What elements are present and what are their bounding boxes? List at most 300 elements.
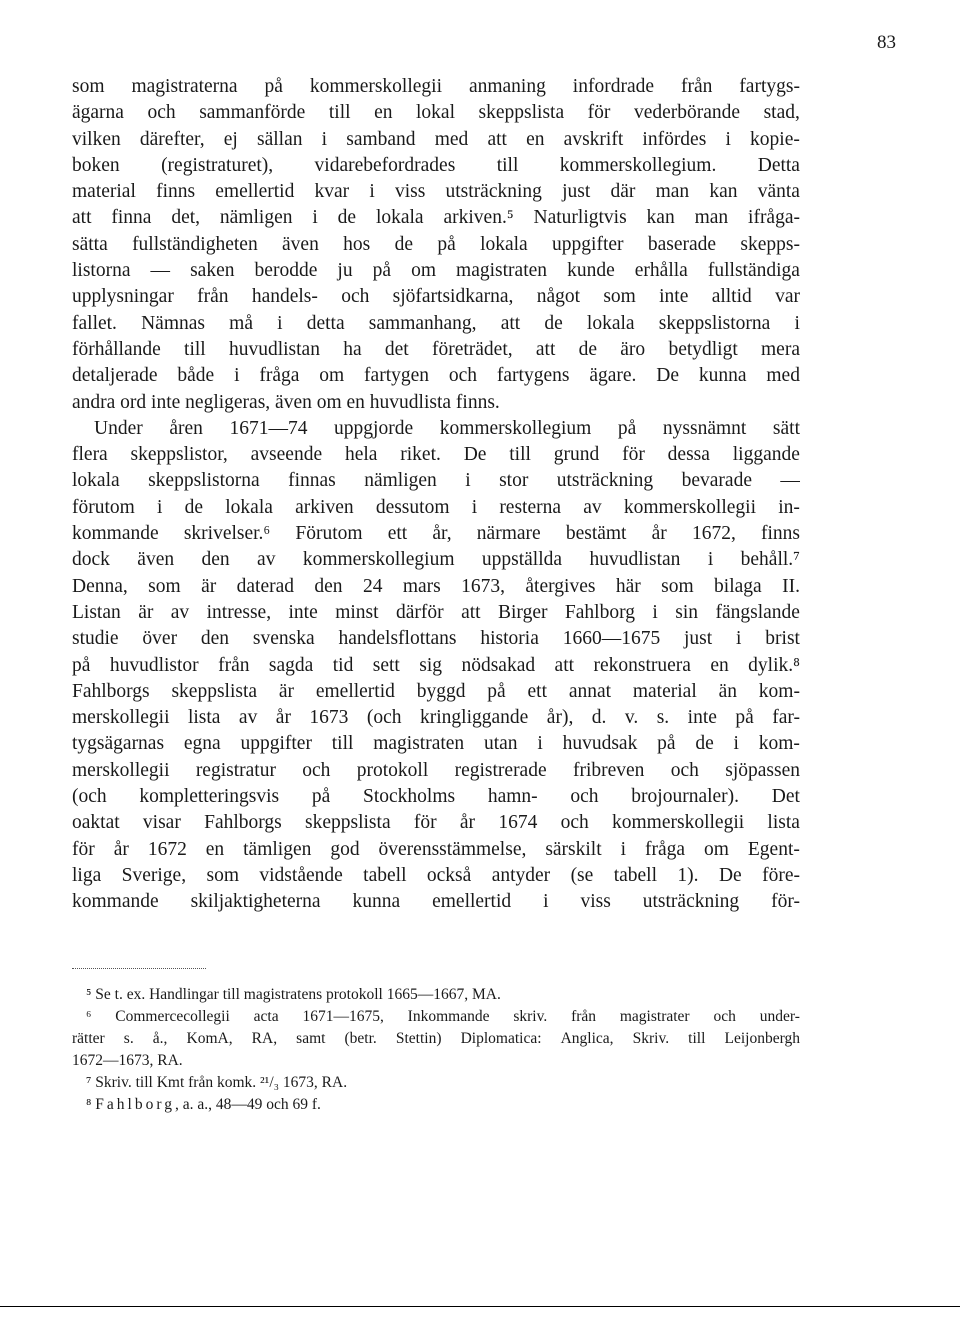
word: vänta bbox=[757, 181, 800, 203]
word: annat bbox=[568, 680, 612, 702]
word: intresse, bbox=[206, 601, 272, 623]
word: en bbox=[374, 102, 393, 124]
word: huvudlistor bbox=[109, 654, 199, 676]
word: i bbox=[725, 128, 731, 150]
word: kom- bbox=[758, 733, 800, 755]
body-line bbox=[72, 837, 800, 863]
word: utsträckning bbox=[445, 181, 542, 203]
word: magistraterna bbox=[131, 76, 238, 97]
word: infordrade bbox=[572, 76, 655, 97]
word: sjöfartsidkarna, bbox=[392, 286, 514, 308]
body-line bbox=[72, 574, 800, 600]
word: finns bbox=[156, 181, 196, 203]
body-line bbox=[72, 74, 800, 100]
word: s. bbox=[656, 707, 670, 729]
word: år bbox=[275, 707, 291, 729]
word: i bbox=[707, 549, 714, 571]
word: (och bbox=[366, 707, 402, 729]
footnote-8-rest: , a. a., 48—49 och 69 f. bbox=[174, 1096, 321, 1113]
word: svenska bbox=[252, 628, 315, 650]
word: på bbox=[311, 786, 331, 808]
word: i bbox=[471, 496, 478, 518]
word: listorna bbox=[72, 260, 131, 282]
word: antyder bbox=[491, 864, 551, 886]
word: lokala bbox=[225, 496, 273, 518]
word: tämligen bbox=[243, 838, 312, 860]
word: i bbox=[277, 312, 283, 334]
footnote-8-marker: ⁸ bbox=[86, 1096, 92, 1113]
footnote-separator bbox=[72, 968, 206, 969]
word: kan bbox=[646, 207, 675, 229]
word: av bbox=[238, 707, 258, 729]
word: liga bbox=[72, 864, 102, 886]
word: berodde bbox=[254, 260, 318, 282]
word: ha bbox=[343, 338, 362, 360]
word: inte bbox=[288, 601, 318, 623]
word: kommerskollegii bbox=[612, 812, 745, 834]
word: av bbox=[583, 496, 602, 518]
word: för- bbox=[771, 891, 800, 913]
word: till bbox=[509, 444, 531, 466]
word: saken bbox=[190, 260, 235, 282]
word: huvudlistan bbox=[589, 549, 681, 571]
footnote-8-author: Fahlborg bbox=[95, 1096, 175, 1113]
word: behåll.⁷ bbox=[740, 549, 800, 571]
footnote-6-end: 1672—1673, RA. bbox=[72, 1052, 183, 1069]
word: Skriv. bbox=[632, 1030, 670, 1047]
word: lokala bbox=[480, 233, 528, 255]
word: infördes bbox=[642, 128, 707, 150]
word: under- bbox=[759, 1008, 800, 1025]
word: (betr. bbox=[344, 1030, 377, 1047]
word: i bbox=[652, 601, 658, 623]
word: en bbox=[205, 838, 225, 860]
word: kringliggande bbox=[420, 707, 529, 729]
word: med bbox=[766, 365, 800, 387]
word: det bbox=[384, 338, 409, 360]
word: att bbox=[535, 338, 556, 360]
body-line bbox=[72, 600, 800, 626]
word: som bbox=[148, 575, 181, 597]
word: stor bbox=[499, 470, 529, 492]
word: dessutom bbox=[375, 496, 450, 518]
word: över bbox=[142, 628, 178, 650]
word: RA, bbox=[251, 1030, 278, 1047]
word: kommerskollegium bbox=[302, 549, 455, 571]
word: Birger bbox=[498, 601, 548, 623]
word: 1673 bbox=[309, 707, 349, 729]
word: historia bbox=[480, 628, 539, 650]
word: ett bbox=[527, 680, 547, 702]
word: huvudsak bbox=[562, 733, 638, 755]
word: fråga bbox=[644, 838, 686, 860]
word: där bbox=[610, 181, 636, 203]
word: uppgifter bbox=[552, 233, 624, 255]
word: skiljaktigheterna bbox=[190, 891, 321, 913]
word: också bbox=[426, 864, 472, 886]
word: på bbox=[72, 654, 91, 676]
word: (registraturet), bbox=[161, 154, 274, 176]
body-line bbox=[72, 731, 800, 757]
word: av bbox=[257, 549, 276, 571]
word: anmaning bbox=[468, 76, 546, 97]
word: dylik.⁸ bbox=[748, 654, 800, 676]
word: från bbox=[197, 286, 229, 308]
body-line bbox=[72, 232, 800, 258]
word: på bbox=[264, 76, 283, 97]
word: uppgifter bbox=[240, 733, 312, 755]
word: kommande bbox=[72, 523, 159, 545]
word: var bbox=[775, 286, 800, 308]
word: som bbox=[661, 575, 694, 597]
word: just bbox=[684, 628, 713, 650]
word: grund bbox=[553, 444, 600, 466]
word: nyssnämnt bbox=[662, 417, 747, 439]
footnote-6 bbox=[72, 1006, 800, 1028]
word: en bbox=[526, 128, 545, 150]
word: något bbox=[536, 286, 581, 308]
word: till bbox=[328, 102, 351, 124]
body-line bbox=[72, 442, 800, 468]
word: Diplomatica: bbox=[460, 1030, 542, 1047]
body-line bbox=[72, 284, 800, 310]
word: sammanförde bbox=[199, 102, 306, 124]
word: företrädet, bbox=[431, 338, 513, 360]
word: kunna bbox=[698, 365, 747, 387]
word: uppgjorde bbox=[334, 417, 414, 439]
word: magistrater bbox=[619, 1008, 690, 1025]
word: Stockholms bbox=[363, 786, 456, 808]
word: boken bbox=[72, 154, 120, 176]
word: kan bbox=[709, 181, 738, 203]
word: de bbox=[695, 733, 714, 755]
word: acta bbox=[253, 1008, 279, 1025]
word: tabell bbox=[613, 864, 658, 886]
word: magistraten bbox=[456, 260, 548, 282]
word: kompletteringsvis bbox=[139, 786, 280, 808]
word: s. bbox=[123, 1030, 134, 1047]
word: lokala bbox=[72, 470, 120, 492]
footnote-5: ⁵ Se t. ex. Handlingar till magistratens protokoll 1665—1667, MA. bbox=[86, 986, 501, 1003]
word: samt bbox=[296, 1030, 326, 1047]
word: i bbox=[321, 128, 328, 150]
word: emellertid bbox=[432, 891, 512, 913]
word: fartygens bbox=[496, 365, 570, 387]
body-line bbox=[72, 311, 800, 337]
word: liggande bbox=[732, 444, 800, 466]
word: skeppslista bbox=[305, 812, 391, 834]
word: och bbox=[560, 812, 589, 834]
word: och bbox=[147, 102, 176, 124]
word: god bbox=[330, 838, 360, 860]
word: 1672, bbox=[691, 523, 736, 545]
word: som bbox=[72, 76, 105, 97]
word: till bbox=[184, 338, 206, 360]
word: utsträckning bbox=[556, 470, 654, 492]
word: registrerade bbox=[454, 759, 547, 781]
body-line-last: andra ord inte negligeras, även om en huvudlista finns. bbox=[72, 391, 500, 413]
body-line bbox=[72, 127, 800, 153]
word: tid bbox=[332, 654, 354, 676]
word: finna bbox=[111, 207, 152, 229]
word: de bbox=[544, 312, 563, 334]
word: och bbox=[448, 365, 478, 387]
word: må bbox=[229, 312, 253, 334]
word: detta bbox=[306, 312, 345, 334]
word: om bbox=[704, 838, 729, 860]
word: ägare. bbox=[589, 365, 637, 387]
body-text bbox=[72, 74, 800, 916]
word: Under bbox=[94, 417, 143, 439]
word: nämligen bbox=[219, 207, 293, 229]
word: Anglica, bbox=[560, 1030, 614, 1047]
word: arkiven.⁵ bbox=[443, 207, 514, 229]
word: vidstående bbox=[259, 864, 343, 886]
word: man bbox=[694, 207, 729, 229]
word: i bbox=[736, 628, 742, 650]
word: vederbörande bbox=[633, 102, 741, 124]
word: betydligt bbox=[668, 338, 738, 360]
word: lista bbox=[767, 812, 800, 834]
footnote-8 bbox=[72, 1094, 800, 1116]
word: i bbox=[312, 207, 318, 229]
word: att bbox=[554, 654, 575, 676]
word: Fahlborgs bbox=[204, 812, 282, 834]
word: och bbox=[302, 759, 331, 781]
word: stad, bbox=[763, 102, 800, 124]
word: handelsflottans bbox=[338, 628, 457, 650]
word: år bbox=[113, 838, 129, 860]
word: vilken bbox=[72, 128, 121, 150]
word: fribreven bbox=[572, 759, 645, 781]
word: som bbox=[603, 286, 636, 308]
word: skeppslistorna bbox=[148, 470, 260, 492]
body-line bbox=[72, 179, 800, 205]
body-line bbox=[72, 679, 800, 705]
word: De bbox=[718, 864, 742, 886]
word: till bbox=[331, 733, 354, 755]
page-number: 83 bbox=[877, 32, 896, 53]
word: fartygs- bbox=[739, 76, 800, 97]
word: De bbox=[463, 444, 487, 466]
word: Denna, bbox=[72, 575, 128, 597]
word: magistraten bbox=[373, 733, 465, 755]
word: om bbox=[411, 260, 436, 282]
word: samband bbox=[346, 128, 416, 150]
word: v. bbox=[624, 707, 639, 729]
word: riket. bbox=[400, 444, 441, 466]
word: bilaga bbox=[714, 575, 762, 597]
word: Fahlborg bbox=[564, 601, 635, 623]
word: före- bbox=[762, 864, 800, 886]
word: att bbox=[461, 601, 481, 623]
body-line bbox=[72, 258, 800, 284]
word: Egent- bbox=[747, 838, 800, 860]
word: ej bbox=[223, 128, 238, 150]
word: 1671—1675, bbox=[302, 1008, 384, 1025]
word: ägarna bbox=[72, 102, 124, 124]
word: daterad bbox=[236, 575, 295, 597]
word: nödsakad bbox=[461, 654, 536, 676]
word: kommerskollegium bbox=[439, 417, 592, 439]
word: och bbox=[570, 786, 599, 808]
word: den bbox=[200, 628, 230, 650]
word: tabell bbox=[363, 864, 407, 886]
word: 1673, bbox=[461, 575, 506, 597]
word: rekonstruera bbox=[593, 654, 691, 676]
word: från bbox=[680, 76, 713, 97]
word: för bbox=[587, 102, 611, 124]
word: de bbox=[578, 338, 598, 360]
word: II. bbox=[782, 575, 800, 597]
word: på bbox=[657, 733, 676, 755]
word: särskilt bbox=[545, 838, 602, 860]
word: — bbox=[780, 470, 800, 492]
word: huvudlistan bbox=[228, 338, 320, 360]
word: år bbox=[459, 812, 476, 834]
body-line bbox=[72, 547, 800, 573]
word: uppställda bbox=[481, 549, 563, 571]
word: studie bbox=[72, 628, 119, 650]
word: avseende bbox=[250, 444, 323, 466]
footnotes bbox=[72, 984, 800, 1116]
word: fullständiga bbox=[707, 260, 800, 282]
body-line bbox=[72, 653, 800, 679]
word: ⁶ bbox=[86, 1008, 92, 1025]
word: skrivelser.⁶ bbox=[183, 523, 271, 545]
word: lokala bbox=[375, 207, 424, 229]
body-line bbox=[72, 889, 800, 915]
word: därför bbox=[395, 601, 444, 623]
word: minst bbox=[335, 601, 379, 623]
word: protokoll bbox=[356, 759, 429, 781]
body-line bbox=[72, 468, 800, 494]
word: brojournaler). bbox=[631, 786, 740, 808]
body-line bbox=[72, 863, 800, 889]
word: av bbox=[170, 601, 190, 623]
word: är bbox=[138, 601, 154, 623]
footnote-7: ⁷ Skriv. till Kmt från komk. ²¹/₃ 1673, RA. bbox=[86, 1074, 348, 1091]
word: KomA, bbox=[186, 1030, 233, 1047]
word: skeppslistor, bbox=[130, 444, 228, 466]
word: en bbox=[710, 654, 729, 676]
word: även bbox=[282, 233, 319, 255]
word: kunde bbox=[567, 260, 615, 282]
word: viss bbox=[394, 181, 426, 203]
word: att bbox=[500, 312, 521, 334]
word: i bbox=[537, 733, 543, 755]
word: avskrift bbox=[563, 128, 624, 150]
footnote-6-cont bbox=[72, 1028, 800, 1050]
body-line bbox=[72, 337, 800, 363]
word: (och bbox=[72, 786, 107, 808]
word: tygsägarnas bbox=[72, 733, 165, 755]
word: Listan bbox=[72, 601, 121, 623]
word: ju bbox=[337, 260, 353, 282]
word: på bbox=[487, 680, 506, 702]
word: i bbox=[543, 891, 549, 913]
word: på bbox=[372, 260, 392, 282]
word: i bbox=[620, 838, 627, 860]
word: visar bbox=[142, 812, 181, 834]
word: återgives bbox=[525, 575, 596, 597]
word: i bbox=[369, 181, 375, 203]
word: sett bbox=[372, 654, 400, 676]
word: registratur bbox=[195, 759, 276, 781]
word: hamn- bbox=[487, 786, 538, 808]
word: skriv. bbox=[513, 1008, 548, 1025]
word: sätta bbox=[72, 233, 108, 255]
bottom-edge-line bbox=[0, 1306, 960, 1307]
word: merskollegii bbox=[72, 759, 170, 781]
word: far- bbox=[772, 707, 800, 729]
word: att bbox=[72, 207, 92, 229]
word: finnas bbox=[288, 470, 336, 492]
word: sjöpassen bbox=[725, 759, 800, 781]
word: Förutom bbox=[295, 523, 363, 545]
word: viss bbox=[580, 891, 611, 913]
word: för bbox=[413, 812, 437, 834]
body-line bbox=[72, 495, 800, 521]
word: rätter bbox=[72, 1030, 105, 1047]
word: Detta bbox=[757, 154, 800, 176]
word: kommerskollegii bbox=[623, 496, 756, 518]
word: baserade bbox=[647, 233, 717, 255]
word: vidarebefordrades bbox=[314, 154, 456, 176]
word: (se bbox=[570, 864, 594, 886]
word: bestämt bbox=[565, 523, 627, 545]
word: år bbox=[651, 523, 667, 545]
body-line bbox=[72, 810, 800, 836]
word: skeppslista bbox=[478, 102, 565, 124]
word: fråga bbox=[259, 365, 300, 387]
word: flera bbox=[72, 444, 108, 466]
word: mars bbox=[402, 575, 441, 597]
word: dessa bbox=[667, 444, 710, 466]
word: ifråga- bbox=[748, 207, 800, 229]
word: fängslande bbox=[715, 601, 800, 623]
word: förutom bbox=[72, 496, 135, 518]
word: just bbox=[562, 181, 591, 203]
body-line bbox=[72, 205, 800, 231]
word: för bbox=[72, 838, 95, 860]
word: om bbox=[319, 365, 345, 387]
word: alltid bbox=[711, 286, 752, 308]
word: överensstämmelse, bbox=[378, 838, 527, 860]
word: i bbox=[234, 365, 240, 387]
word: än bbox=[718, 680, 737, 702]
word: kopie- bbox=[750, 128, 800, 150]
word: med bbox=[434, 128, 469, 150]
word: äro bbox=[620, 338, 646, 360]
word: arkiven bbox=[295, 496, 354, 518]
word: för bbox=[622, 444, 645, 466]
word: De bbox=[656, 365, 680, 387]
word: nämligen bbox=[364, 470, 437, 492]
word: lokala bbox=[586, 312, 635, 334]
word: förhållande bbox=[72, 338, 161, 360]
word: skeppslistorna bbox=[658, 312, 771, 334]
word: å., bbox=[152, 1030, 168, 1047]
word: som bbox=[206, 864, 239, 886]
word: inte bbox=[659, 286, 689, 308]
word: sätt bbox=[772, 417, 800, 439]
word: på bbox=[735, 707, 754, 729]
word: skepps- bbox=[740, 233, 800, 255]
word: är bbox=[201, 575, 217, 597]
word: 1672 bbox=[147, 838, 187, 860]
body-line bbox=[72, 153, 800, 179]
